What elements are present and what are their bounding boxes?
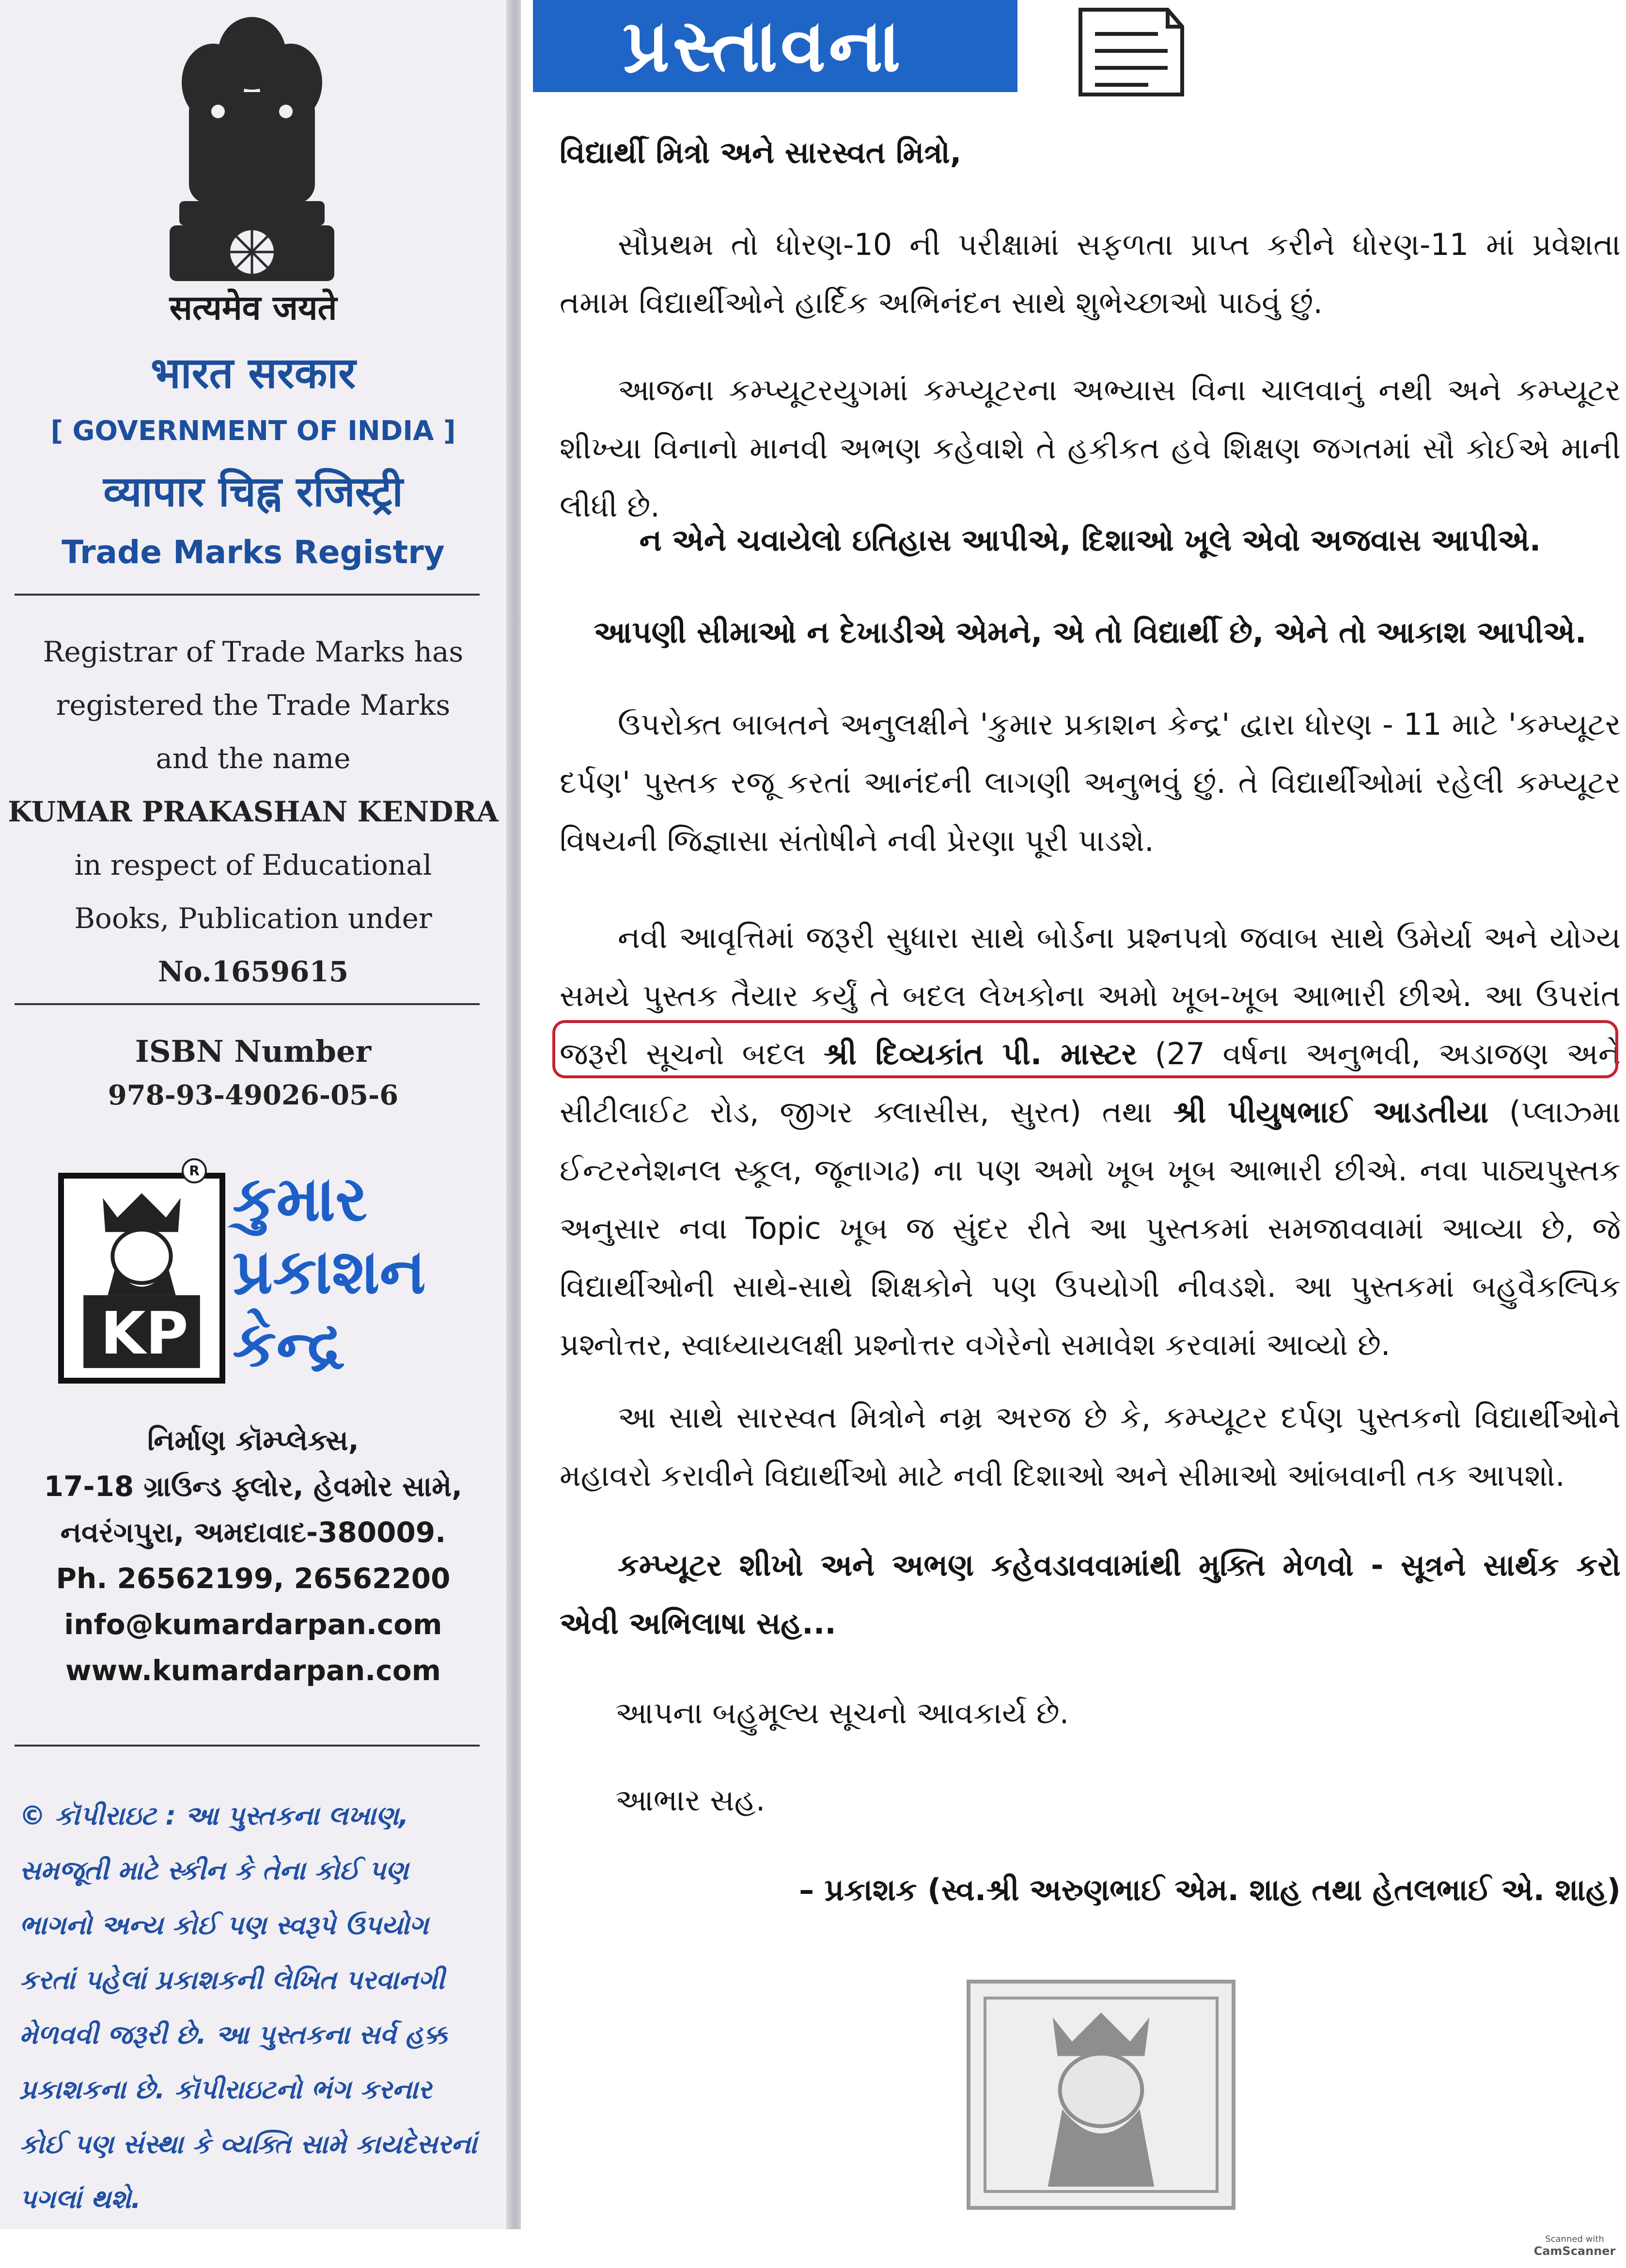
ack-text: (પ્લાઝ્મા ઈન્ટરનેશનલ સ્કૂલ, જૂનાગઢ) ના પણ અમો ખૂબ ખૂબ આભારી છીએ. નવા પાઠ્યપુસ્તક અનુસાર નવા Topic ખૂબ જ સુંદર રીતે આ પુસ્તકમાં સમજાવવામાં આવ્યા છે, જે વિદ્યાર્થીઓની સાથે-સાથે શિક્ષકોને પણ ઉપયોગી નીવડશે. આ પુસ્તકમાં બહુવૈકલ્પિક પ્રશ્નોત્તર, સ્વાધ્યાયલક્ષી પ્રશ્નોત્તર વગેરેનો સમાવેશ કરવામાં આવ્યો છે. [560, 1094, 1621, 1362]
paragraph-acknowledgements [560, 909, 1621, 1374]
paragraph-motto: કમ્પ્યૂટર શીખો અને અભણ કહેવડાવવામાંથી મુક્તિ મેળવો - સૂત્રને સાર્થક કરો એવી અભિલાષા સહ... [560, 1547, 1621, 1641]
quote-line: આપણી સીમાઓ ન દેખાડીએ એમને, એ તો વિદ્યાર્થી છે, એને તો આકાશ આપીએ. [594, 614, 1587, 650]
registry-english-label: Trade Marks Registry [62, 534, 445, 571]
emblem-motto: सत्यमेव जयते [169, 288, 337, 328]
page-spine [506, 0, 521, 2229]
publisher-signature: – પ્રકાશક (સ્વ.શ્રી અરુણભાઈ એમ. શાહ તથા હેતલભાઈ એ. શાહ) [799, 1872, 1621, 1907]
ack-text: નવી આવૃત્તિમાં જરૂરી સુધારા સાથે બોર્ડના પ્રશ્નપત્રો જવાબ સાથે ઉમેર્યા અને યોગ્ય સમયે પુસ્તક તૈયાર કર્યું તે બદલ લેખકોના અમો ખૂબ-ખૂબ આભારી છીએ. આ ઉપરાંત જરૂરી સૂચનો બદલ [560, 920, 1621, 1071]
publisher-name-line: કુમાર [233, 1163, 368, 1235]
registrar-line: in respect of Educational [74, 849, 432, 882]
publisher-name [233, 1163, 465, 1381]
registry-hindi-label: व्यापार चिह्न रजिस्ट्री [103, 468, 403, 516]
publisher-logo [58, 1173, 225, 1384]
publisher-stamp-image [967, 1980, 1235, 2210]
camscanner-logo: CamScanner [1533, 2244, 1616, 2258]
copyright-notice: © કૉપીરાઇટ : આ પુસ્તકના લખાણ, સમજૂતી માટે સ્કીન કે તેના કોઈ પણ ભાગનો અન્ય કોઈ પણ સ્વરૂપે ઉપયોગ કરતાં પહેલાં પ્રકાશકની લેખિત પરવાનગી મેળવવી જરૂરી છે. આ પુસ્તકના સર્વ હક્ક પ્રકાશકના છે. કૉપીરાઇટનો ભંગ કરનાર કોઈ પણ સંસ્થા કે વ્યક્તિ સામે કાયદેસરનાં પગલાં થશે. [19, 1800, 477, 2214]
pen-highlight-box [552, 1020, 1618, 1078]
national-emblem-icon [160, 10, 344, 300]
isbn-value: 978-93-49026-05-6 [108, 1079, 399, 1111]
camscanner-watermark [1526, 2234, 1623, 2266]
closing-line: આભાર સહ. [615, 1782, 766, 1818]
paragraph-book-intro: ઉપરોક્ત બાબતને અનુલક્ષીને 'કુમાર પ્રકાશન કેન્દ્ર' દ્વારા ધોરણ - 11 માટે 'કમ્પ્યૂટર દર્પણ' પુસ્તક રજૂ કરતાં આનંદની લાગણી અનુભવું છું. તે વિદ્યાર્થીઓમાં રહેલી કમ્પ્યૂટર વિષયની જિજ્ઞાસા સંતોષીને નવી પ્રેરણા પૂરી પાડશે. [560, 707, 1621, 858]
paragraph-congratulations: સૌપ્રથમ તો ધોરણ-10 ની પરીક્ષામાં સફળતા પ્રાપ્ત કરીને ધોરણ-11 માં પ્રવેશતા તમામ વિદ્યાર્થીઓને હાર્દિક અભિનંદન સાથે શુભેચ્છાઓ પાઠવું છું. [560, 227, 1621, 320]
king-card-icon [64, 1179, 219, 1378]
registrar-line: registered the Trade Marks [56, 689, 451, 722]
registered-mark-icon: R [182, 1158, 207, 1183]
address-line: નિર્માણ કૉમ્પ્લેક્સ, [147, 1424, 359, 1457]
email-address: info@kumardarpan.com [64, 1608, 442, 1641]
divider [15, 594, 480, 596]
divider [15, 1745, 480, 1747]
salutation: વિદ્યાર્થી મિત્રો અને સારસ્વત મિત્રો, [560, 135, 962, 170]
watermark-caption: Scanned with [1545, 2234, 1604, 2244]
registrar-line: Registrar of Trade Marks has [43, 635, 464, 668]
divider [15, 1003, 480, 1005]
document-icon [1076, 5, 1187, 97]
phone-numbers: Ph. 26562199, 26562200 [56, 1562, 451, 1595]
registrar-line: Books, Publication under [74, 902, 432, 935]
registrar-line: and the name [156, 742, 351, 775]
paragraph-computer-age: આજના કમ્પ્યૂટરયુગમાં કમ્પ્યૂટરના અભ્યાસ વિના ચાલવાનું નથી અને કમ્પ્યૂટર શીખ્યા વિનાનો માનવી અભણ કહેવાશે તે હકીકત હવે શિક્ષણ જગતમાં સૌ કોઈએ માની લીધી છે. [560, 372, 1621, 524]
registration-number: No.1659615 [157, 955, 349, 988]
ack-name: શ્રી પીયુષભાઈ આડતીયા [1173, 1094, 1489, 1130]
government-hindi-label: भारत सरकार [150, 348, 356, 398]
website-address: www.kumardarpan.com [65, 1654, 441, 1687]
publisher-name-line: કેન્દ્ર [233, 1308, 344, 1381]
address-line: 17-18 ગ્રાઉન્ડ ફ્લોર, હેવમોર સામે, [44, 1470, 463, 1503]
closing-line: આપના બહુમૂલ્ય સૂચનો આવકાર્ય છે. [615, 1695, 1069, 1731]
king-card-icon [970, 1984, 1232, 2206]
logo-letters: KP [100, 1299, 188, 1368]
ack-text: (27 વર્ષના અનુભવી, અડાજણ અને સીટીલાઈટ રોડ, જીગર ક્લાસીસ, સુરત) તથા [560, 1036, 1621, 1130]
address-line: નવરંગપુરા, અમદાવાદ-380009. [60, 1516, 446, 1549]
page-title: પ્રસ્તાવના [623, 4, 904, 88]
isbn-label: ISBN Number [135, 1034, 372, 1069]
ack-name: શ્રી દિવ્યકાંત પી. માસ્ટર [823, 1036, 1137, 1071]
quote-line: ન એને ચવાયેલો ઇતિહાસ આપીએ, દિશાઓ ખૂલે એવો અજવાસ આપીએ. [639, 522, 1541, 558]
paragraph-request: આ સાથે સારસ્વત મિત્રોને નમ્ર અરજ છે કે, કમ્પ્યૂટર દર્પણ પુસ્તકનો વિદ્યાર્થીઓને મહાવરો કરાવીને વિદ્યાર્થીઓ માટે નવી દિશાઓ અને સીમાઓ આંબવાની તક આપશો. [560, 1400, 1621, 1493]
government-english-label: [ GOVERNMENT OF INDIA ] [50, 415, 456, 447]
publisher-name-line: પ્રકાશન [233, 1236, 426, 1308]
registered-company-name: KUMAR PRAKASHAN KENDRA [8, 795, 499, 828]
